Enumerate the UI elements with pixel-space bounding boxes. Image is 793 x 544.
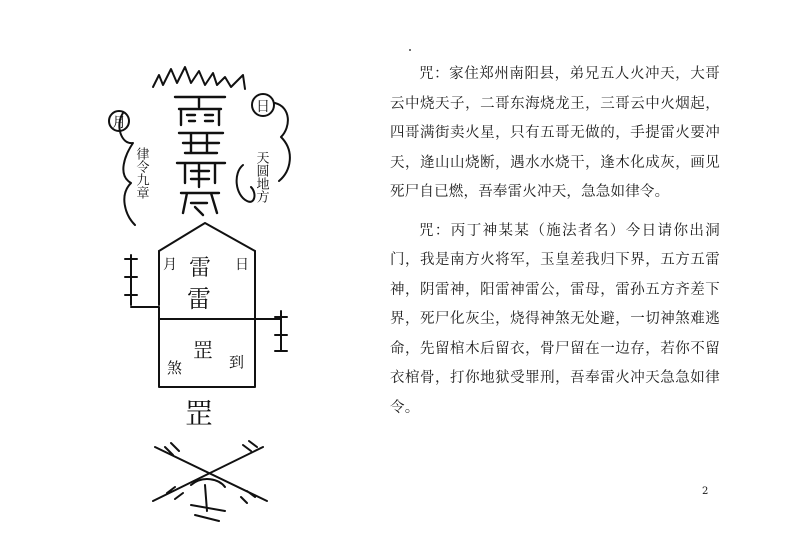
side-right-text <box>254 151 270 204</box>
crossed-swords-icon <box>153 441 267 503</box>
sun-top-glyph: 日 <box>235 257 249 273</box>
flame-crown-icon <box>153 67 245 89</box>
sun-left-glyph: 日 <box>256 99 270 115</box>
talisman-drawing <box>95 55 325 525</box>
moon-left-glyph: 月 <box>112 115 126 131</box>
hook-icon <box>237 165 255 202</box>
thunder-mid-glyph: 雷 <box>187 285 211 313</box>
svg-text:律令九章: 律令九章 <box>133 147 149 199</box>
thunder-top-glyph: 雷 <box>189 256 212 281</box>
base-glyph-icon <box>191 479 225 521</box>
page-number: 2 <box>702 486 709 497</box>
lower-left-glyph: 煞 <box>167 359 183 377</box>
right-tendril-icon <box>275 103 290 181</box>
scan-speck <box>409 49 411 51</box>
incantation-paragraph-1: 咒：家住郑州南阳县，弟兄五人火冲天，大哥云中烧天子，二哥东海烧龙王，三哥云中火烟起，四哥满街卖火星，只有五哥无做的，手提雷火要冲天，逄山山烧断，遇水水烧干，逢木化成灰，画见死尸自已燃，吾奉雷火冲天，急急如律令。 <box>390 66 720 200</box>
incantation-paragraph-2: 咒：丙丁神某某（施法者名）今日请你出洞门，我是南方火将军，玉皇差我归下界，五方五雷神，阴雷神，阳雷神雷公，雷母，雷孙五方齐差下界，死尸化灰尘，烧得神煞无处避，一切神煞难逃命，先留棺木后留衣，骨尸留在一边存，若你不留衣棺骨，打你地狱受罪刑，吾奉雷火冲天急急如律令。 <box>390 222 720 416</box>
roof-icon <box>159 223 255 251</box>
lower-mid-glyph: 罡 <box>193 338 213 362</box>
right-ladder-icon <box>275 311 287 351</box>
bottom-glyph: 罡 <box>185 397 214 430</box>
left-ladder-icon <box>125 255 137 305</box>
central-glyph-stack <box>175 97 225 215</box>
moon-top-glyph: 月 <box>163 257 177 273</box>
side-left-text <box>134 146 150 199</box>
lower-right-glyph: 到 <box>229 353 245 371</box>
svg-text:天圆地方: 天圆地方 <box>253 151 269 203</box>
left-connector-icon <box>131 307 159 319</box>
incantation-text <box>390 60 720 432</box>
